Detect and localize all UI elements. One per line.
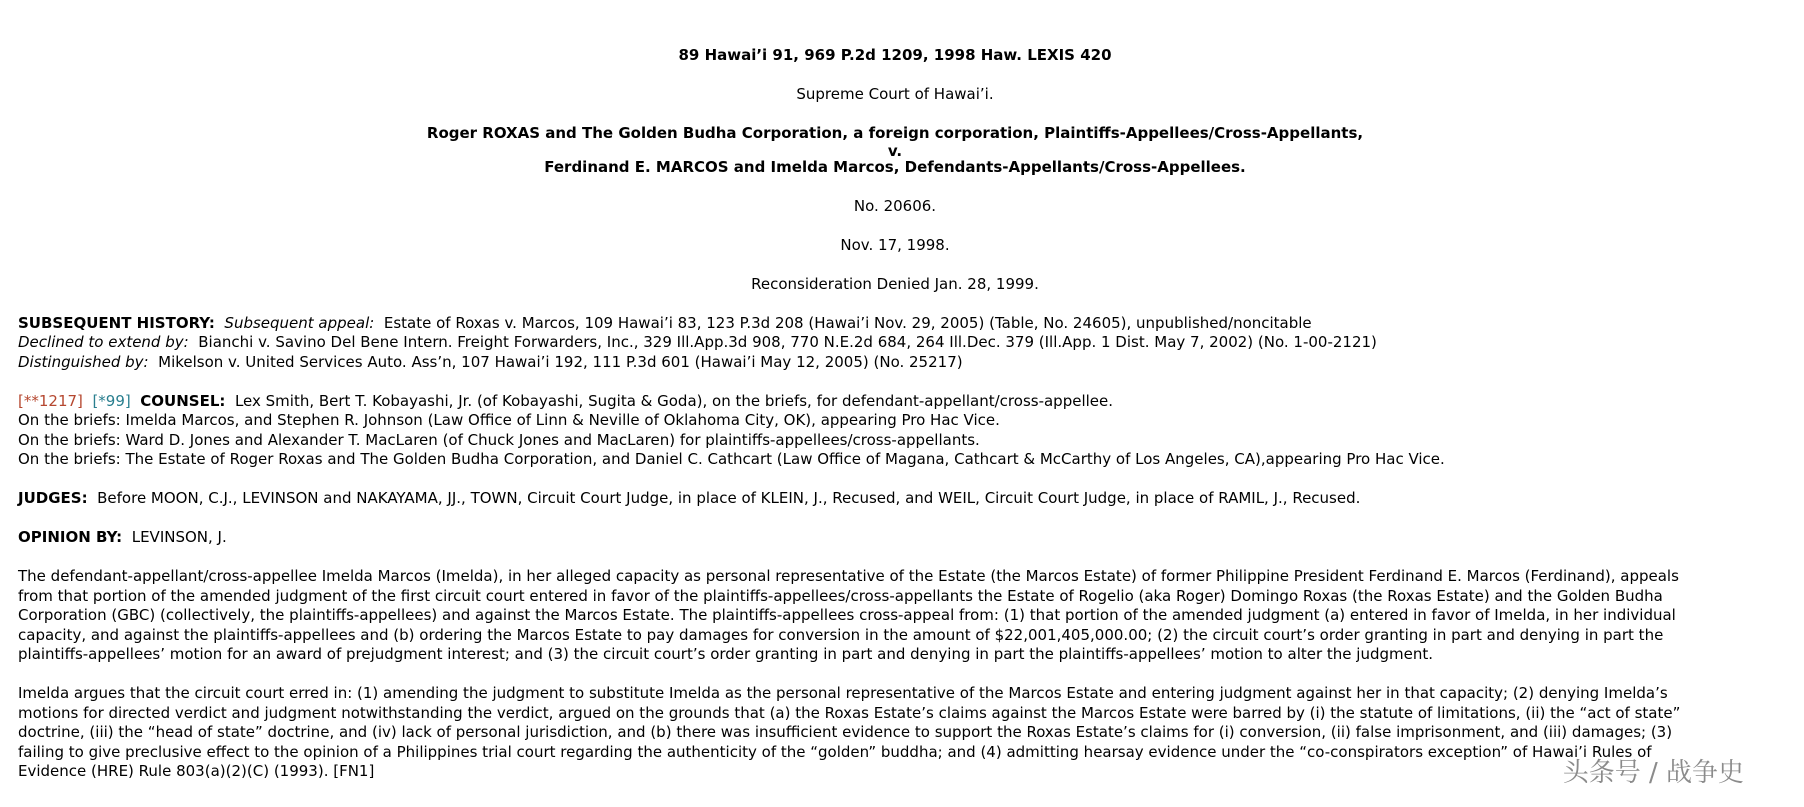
counsel-text: Lex Smith, Bert T. Kobayashi, Jr. (of Kobayashi, Sugita & Goda), on the briefs, for defendant-appellant/cross-appellee. xyxy=(234,391,1114,410)
versus: v. xyxy=(887,141,903,160)
paragraph-line: doctrine, (iii) the “head of state” doctrine, and (iv) lack of personal jurisdiction, and (b) there was insufficient evidence to support the Roxas Estate’s claims for (i) conversion, (ii) false imprisonment, and (iii) damages; (3) xyxy=(18,723,1673,741)
court-name: Supreme Court of Hawai’i. xyxy=(796,85,994,103)
judges-text: Before MOON, C.J., LEVINSON and NAKAYAMA, JJ., TOWN, Circuit Court Judge, in place of KLEIN, J., Recused, and WEIL, Circuit Court Judge, in place of RAMIL, J., Recused. xyxy=(97,489,1361,507)
history-label: SUBSEQUENT HISTORY: xyxy=(18,313,215,332)
opinion-by-label: OPINION BY: xyxy=(18,528,123,546)
plaintiffs: Roger ROXAS and The Golden Budha Corporation, a foreign corporation, Plaintiffs-Appellees/Cross-Appellants, xyxy=(426,124,1364,142)
decision-date: Nov. 17, 1998. xyxy=(840,235,950,254)
counsel-label: COUNSEL: xyxy=(140,391,226,410)
history-citation[interactable]: Estate of Roxas v. Marcos, 109 Hawai’i 83, 123 P.3d 208 (Hawai’i Nov. 29, 2005) (Table, No. 24605), unpublished/noncitable xyxy=(383,313,1312,332)
counsel-line: On the briefs: Imelda Marcos, and Stephen R. Johnson (Law Office of Linn & Neville of Oklahoma City, OK), appearing Pro Hac Vice. xyxy=(18,411,1000,429)
judges-label: JUDGES: xyxy=(18,489,88,507)
judges-section xyxy=(18,489,1804,509)
paragraph-line: capacity, and against the plaintiffs-appellees and (b) ordering the Marcos Estate to pay damages for conversion in the amount of $22,001,405,000.00; (2) the circuit court’s order granting in part and denying in part the xyxy=(18,625,1664,644)
history-citation[interactable]: Bianchi v. Savino Del Bene Intern. Freight Forwarders, Inc., 329 Ill.App.3d 908, 770 N.E.2d 684, 264 Ill.Dec. 379 (Ill.App. 1 Dist. May 7, 2002) (No. 1-00-2121) xyxy=(198,333,1377,351)
paragraph-line: Corporation (GBC) (collectively, the plaintiffs-appellees) and against the Marcos Estate. The plaintiffs-appellees cross-appeal from: (1) that portion of the amended judgment (a) entered in favor of Imelda, in her individual xyxy=(18,606,1676,624)
history-type: Declined to extend by: xyxy=(18,333,189,351)
paragraph-line: Evidence (HRE) Rule 803(a)(2)(C) (1993). [FN1] xyxy=(18,762,375,780)
history-type: Distinguished by: xyxy=(18,352,149,371)
paragraph-line: failing to give preclusive effect to the opinion of a Philippines trial court regarding the authenticity of the “golden” buddha; and (4) admitting hearsay evidence under the “co-conspirators exception” of Hawai’i Rules of xyxy=(18,742,1652,761)
reconsideration-note: Reconsideration Denied Jan. 28, 1999. xyxy=(751,274,1039,293)
document-body xyxy=(18,46,1804,782)
counsel-line: On the briefs: The Estate of Roger Roxas and The Golden Budha Corporation, and Daniel C. Cathcart (Law Office of Magana, Cathcart & McCarthy of Los Angeles, CA),appearing Pro Hac Vice. xyxy=(18,450,1445,468)
citation: 89 Hawai’i 91, 969 P.2d 1209, 1998 Haw. LEXIS 420 xyxy=(678,46,1112,64)
docket-number: No. 20606. xyxy=(853,196,937,215)
defendants: Ferdinand E. MARCOS and Imelda Marcos, Defendants-Appellants/Cross-Appellees. xyxy=(544,157,1246,176)
history-citation[interactable]: Mikelson v. United Services Auto. Ass’n, 107 Hawai’i 192, 111 P.3d 601 (Hawai’i May 12, 2005) (No. 25217) xyxy=(158,352,963,371)
paragraph-line: The defendant-appellant/cross-appellee Imelda Marcos (Imelda), in her alleged capacity as personal representative of the Estate (the Marcos Estate) of former Philippine President Ferdinand E. Marcos (Ferdinand), appeals xyxy=(18,567,1679,585)
opinion-paragraph-2 xyxy=(18,684,1804,782)
paragraph-line: motions for directed verdict and judgment notwithstanding the verdict, argued on the grounds that (a) the Roxas Estate’s claims against the Marcos Estate were barred by (i) the statute of limitations, (ii) the “act of state” xyxy=(18,703,1681,722)
counsel-line: On the briefs: Ward D. Jones and Alexander T. MacLaren (of Chuck Jones and MacLaren) for plaintiffs-appellees/cross-appellants. xyxy=(18,430,980,449)
opinion-paragraph-1 xyxy=(18,567,1804,665)
paragraph-line: from that portion of the amended judgment of the first circuit court entered in favor of the plaintiffs-appellees/cross-appellants the Estate of Rogelio (aka Roger) Domingo Roxas (the Roxas Estate) and the Golden Budha xyxy=(18,586,1663,605)
paragraph-line: plaintiffs-appellees’ motion for an award of prejudgment interest; and (3) the circuit court’s order granting in part and denying in part the plaintiffs-appellees’ motion to alter the judgment. xyxy=(18,645,1434,663)
page-ref-link[interactable]: [**1217] xyxy=(18,391,83,410)
watermark: 头条号 / 战争史 xyxy=(1562,758,1744,788)
history-type: Subsequent appeal: xyxy=(224,313,375,332)
paragraph-line: Imelda argues that the circuit court erred in: (1) amending the judgment to substitute Imelda as the personal representative of the Marcos Estate and entering judgment against her in that capacity; (2) denying Imelda’s xyxy=(18,684,1668,702)
opinion-by-text: LEVINSON, J. xyxy=(131,528,227,546)
page-ref-link[interactable]: [*99] xyxy=(92,391,131,410)
subsequent-history xyxy=(18,314,1804,373)
counsel-section xyxy=(18,392,1804,470)
opinion-by-section xyxy=(18,528,1804,548)
